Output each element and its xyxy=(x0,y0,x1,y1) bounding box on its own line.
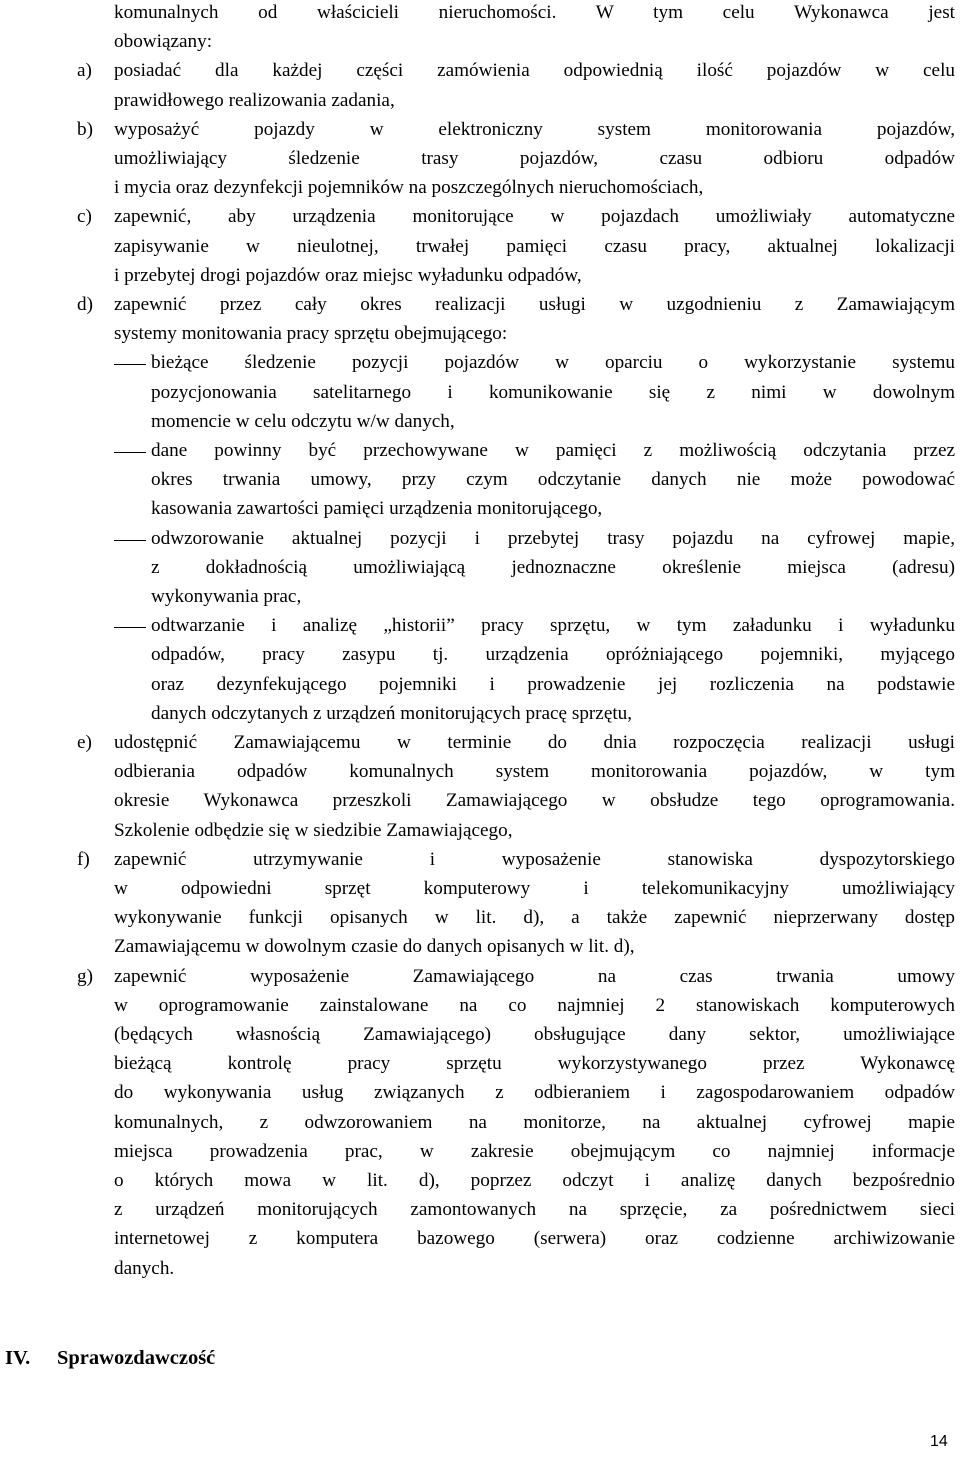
list-item-line: komunalnych, z odwzorowaniem na monitorze, na aktualnej cyfrowej mapie xyxy=(114,1111,955,1133)
sub-item-line: momencie w celu odczytu w/w danych, xyxy=(151,410,455,432)
list-item-line: okresie Wykonawca przeszkoli Zamawiającego w obsłudze tego oprogramowania. xyxy=(114,790,955,812)
list-item-line: wykonywanie funkcji opisanych w lit. d), a także zapewnić nieprzerwany dostęp xyxy=(114,907,955,929)
list-item-line: internetowej z komputera bazowego (serwera) oraz codzienne archiwizowanie xyxy=(114,1228,955,1250)
sub-item-line: odwzorowanie aktualnej pozycji i przebytej trasy pojazdu na cyfrowej mapie, xyxy=(151,527,955,549)
list-item-label: c) xyxy=(77,206,92,228)
sub-item-line: wykonywania prac, xyxy=(151,586,302,607)
sub-item-line: pozycjonowania satelitarnego i komunikowanie się z nimi w dowolnym xyxy=(151,381,955,403)
list-item-line: (będących własnością Zamawiającego) obsługujące dany sektor, umożliwiające xyxy=(114,1024,955,1045)
dash-bullet-icon xyxy=(114,364,146,365)
list-item-line: odbierania odpadów komunalnych system monitorowania pojazdów, w tym xyxy=(114,761,955,783)
sub-item-line: danych odczytanych z urządzeń monitorujących pracę sprzętu, xyxy=(151,702,633,724)
list-item-line: i mycia oraz dezynfekcji pojemników na poszczególnych nieruchomościach, xyxy=(114,177,704,199)
list-item-line: umożliwiający śledzenie trasy pojazdów, czasu odbioru odpadów xyxy=(114,148,955,169)
list-item-line: zapewnić przez cały okres realizacji usługi w uzgodnieniu z Zamawiającym xyxy=(114,294,955,315)
sub-item-line: odtwarzanie i analizę „historii” pracy sprzętu, w tym załadunku i wyładunku xyxy=(151,615,955,637)
section-number: IV. xyxy=(5,1347,31,1369)
sub-item-line: bieżące śledzenie pozycji pojazdów w oparciu o wykorzystanie systemu xyxy=(151,352,955,374)
list-item-line: zapisywanie w nieulotnej, trwałej pamięci czasu pracy, aktualnej lokalizacji xyxy=(114,235,955,257)
list-item-label: a) xyxy=(77,60,92,82)
list-item-line: i przebytej drogi pojazdów oraz miejsc wyładunku odpadów, xyxy=(114,264,582,286)
list-item-line: miejsca prowadzenia prac, w zakresie obejmującym co najmniej informacje xyxy=(114,1140,955,1162)
list-item-line: Szkolenie odbędzie się w siedzibie Zamawiającego, xyxy=(114,819,513,841)
list-item-line: posiadać dla każdej części zamówienia odpowiednią ilość pojazdów w celu xyxy=(114,60,955,82)
list-item-label: b) xyxy=(77,118,93,140)
list-item-label: f) xyxy=(77,848,90,870)
list-item-line: wyposażyć pojazdy w elektroniczny system monitorowania pojazdów, xyxy=(114,118,955,140)
intro-line: komunalnych od właścicieli nieruchomości. W tym celu Wykonawca jest xyxy=(114,2,955,23)
sub-item-line: oraz dezynfekującego pojemniki i prowadzenie jej rozliczenia na podstawie xyxy=(151,673,955,695)
list-item-line: systemy monitowania pracy sprzętu obejmującego: xyxy=(114,323,508,345)
sub-item-line: dane powinny być przechowywane w pamięci z możliwością odczytania przez xyxy=(151,440,955,461)
dash-bullet-icon xyxy=(114,540,146,541)
list-item-line: zapewnić, aby urządzenia monitorujące w pojazdach umożliwiały automatyczne xyxy=(114,206,955,228)
list-item-line: danych. xyxy=(114,1257,175,1279)
list-item-line: do wykonywania usług związanych z odbieraniem i zagospodarowaniem odpadów xyxy=(114,1082,955,1104)
sub-item-line: odpadów, pracy zasypu tj. urządzenia opróżniającego pojemniki, myjącego xyxy=(151,644,955,666)
sub-item-line: kasowania zawartości pamięci urządzenia monitorującego, xyxy=(151,498,603,520)
section-title: Sprawozdawczość xyxy=(57,1347,216,1369)
list-item-line: w odpowiedni sprzęt komputerowy i telekomunikacyjny umożliwiający xyxy=(114,878,955,899)
list-item-line: udostępnić Zamawiającemu w terminie do dnia rozpoczęcia realizacji usługi xyxy=(114,732,955,753)
list-item-line: bieżącą kontrolę pracy sprzętu wykorzystywanego przez Wykonawcę xyxy=(114,1053,955,1075)
dash-bullet-icon xyxy=(114,452,146,453)
list-item-label: e) xyxy=(77,732,92,753)
list-item-label: d) xyxy=(77,294,93,315)
list-item-label: g) xyxy=(77,965,93,987)
list-item-line: zapewnić utrzymywanie i wyposażenie stanowiska dyspozytorskiego xyxy=(114,848,955,870)
list-item-line: z urządzeń monitorujących zamontowanych na sprzęcie, za pośrednictwem sieci xyxy=(114,1199,955,1221)
list-item-line: o których mowa w lit. d), poprzez odczyt i analizę danych bezpośrednio xyxy=(114,1170,955,1191)
list-item-line: prawidłowego realizowania zadania, xyxy=(114,89,395,111)
list-item-line: Zamawiającemu w dowolnym czasie do danych opisanych w lit. d), xyxy=(114,936,635,958)
dash-bullet-icon xyxy=(114,627,146,628)
list-item-line: zapewnić wyposażenie Zamawiającego na czas trwania umowy xyxy=(114,965,955,987)
sub-item-line: z dokładnością umożliwiającą jednoznaczne określenie miejsca (adresu) xyxy=(151,556,955,578)
intro-line: obowiązany: xyxy=(114,31,213,53)
page-number: 14 xyxy=(930,1433,948,1450)
sub-item-line: okres trwania umowy, przy czym odczytanie danych nie może powodować xyxy=(151,469,955,491)
list-item-line: w oprogramowanie zainstalowane na co najmniej 2 stanowiskach komputerowych xyxy=(114,994,955,1016)
